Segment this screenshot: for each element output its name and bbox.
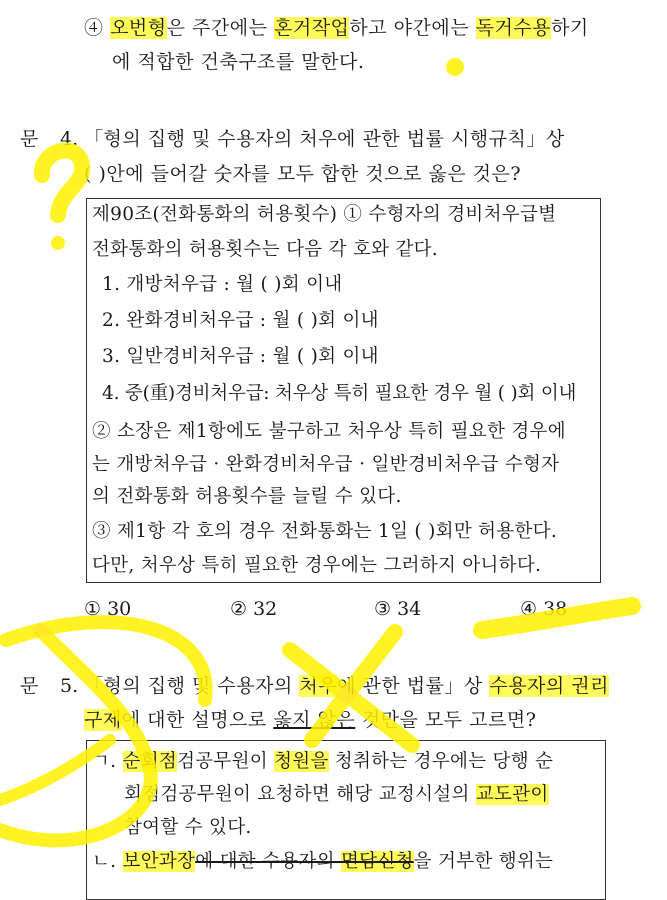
underlined-text: 옳지 않은 <box>273 709 356 731</box>
struck-text: 에 대한 수용자의 <box>195 851 341 872</box>
highlighted-text: 교도관이 <box>475 784 549 805</box>
text: 검공무원이 <box>177 751 275 772</box>
text: 을 거부한 행위는 <box>413 851 554 872</box>
choice-number: ④ <box>84 17 104 39</box>
q4-box-line: 4. 중(重)경비처우급: 처우상 특히 필요한 경우 월 ( )회 이내 <box>102 383 577 404</box>
q4-number: 4. <box>60 128 79 150</box>
q5-box-line-4 <box>92 850 553 874</box>
question-mark-dot <box>51 236 65 250</box>
q4-label: 문 <box>20 128 39 150</box>
prev-item-line-2: 에 적합한 건축구조를 말한다. <box>112 51 365 73</box>
highlighted-text: 청원을 <box>274 751 329 772</box>
q4-choice-2[interactable]: ② 32 <box>230 598 278 620</box>
highlighted-struck-text: 면담신청 <box>340 851 414 872</box>
q4-stem-line-1: 「형의 집행 및 수용자의 처우에 관한 법률 시행규칙」상 <box>84 128 565 150</box>
q4-box-line: ② 소장은 제1항에도 불구하고 처우상 특히 필요한 경우에 <box>92 421 566 442</box>
highlighted-text: 순회점 <box>122 751 178 772</box>
q4-box-line: 의 전화통화 허용횟수를 늘릴 수 있다. <box>92 486 402 507</box>
text: 「형의 집행 및 수용자의 <box>84 675 300 697</box>
q5-stem-line-2 <box>84 708 536 732</box>
q5-label: 문 <box>20 675 39 697</box>
text: 하고 야간에는 <box>349 17 476 39</box>
q5-stem-line-1 <box>84 674 609 698</box>
q5-box-line-3: 참여할 수 있다. <box>124 817 252 838</box>
text: 회점검공무원이 요청하면 해당 교정시설의 <box>124 784 476 805</box>
q4-box-line: 제90조(전화통화의 허용횟수) ① 수형자의 경비처우급별 <box>92 204 557 225</box>
text: 청취하는 경우에는 당행 순 <box>328 751 554 772</box>
q5-box-line-1 <box>92 750 553 774</box>
q4-box-line: ③ 제1항 각 호의 경우 전화통화는 1일 ( )회만 허용한다. <box>92 521 558 542</box>
text: 에 대한 설명으로 <box>121 709 274 731</box>
text: ㄴ. <box>92 851 123 872</box>
text: 은 주간에는 <box>166 17 274 39</box>
q4-box-line: 3. 일반경비처우급 : 월 ( )회 이내 <box>102 346 379 367</box>
highlighted-text: 오번형 <box>110 17 167 39</box>
q4-choice-4[interactable]: ④ 38 <box>520 598 568 620</box>
highlighter-dot <box>446 58 464 76</box>
q4-box-line: 다만, 처우상 특히 필요한 경우에는 그러하지 아니하다. <box>92 555 542 576</box>
q4-box-line: 2. 완화경비처우급 : 월 ( )회 이내 <box>102 310 379 331</box>
q5-number: 5. <box>60 675 79 697</box>
highlighted-text: 수용자의 권리 <box>489 675 609 697</box>
text: 에 관한 법률」상 <box>337 675 490 697</box>
q4-stem-line-2: ( )안에 들어갈 숫자를 모두 합한 것으로 옳은 것은? <box>84 163 522 185</box>
q4-choice-3[interactable]: ③ 34 <box>374 598 422 620</box>
highlighted-text: 구제 <box>84 709 122 731</box>
q4-choice-1[interactable]: ① 30 <box>84 598 132 620</box>
text: 하기 <box>551 17 589 39</box>
q4-box-line: 1. 개방처우급 : 월 ( )회 이내 <box>102 274 343 295</box>
question-mark-scribble <box>42 151 82 215</box>
highlighted-text: 독거수용 <box>475 17 552 39</box>
highlighted-text: 혼거작업 <box>273 17 350 39</box>
text: 것만을 모두 고르면? <box>355 709 537 731</box>
highlighted-text: 보안과장 <box>122 851 196 872</box>
text: ㄱ. <box>92 751 123 772</box>
highlighted-text: 처우 <box>299 675 338 697</box>
prev-item-line-1 <box>84 16 589 40</box>
q4-box-line: 는 개방처우급 · 완화경비처우급 · 일반경비처우급 수형자 <box>92 454 560 475</box>
q5-box-line-2 <box>124 783 549 807</box>
q4-box-line: 전화통화의 허용횟수는 다음 각 호와 같다. <box>92 239 438 260</box>
